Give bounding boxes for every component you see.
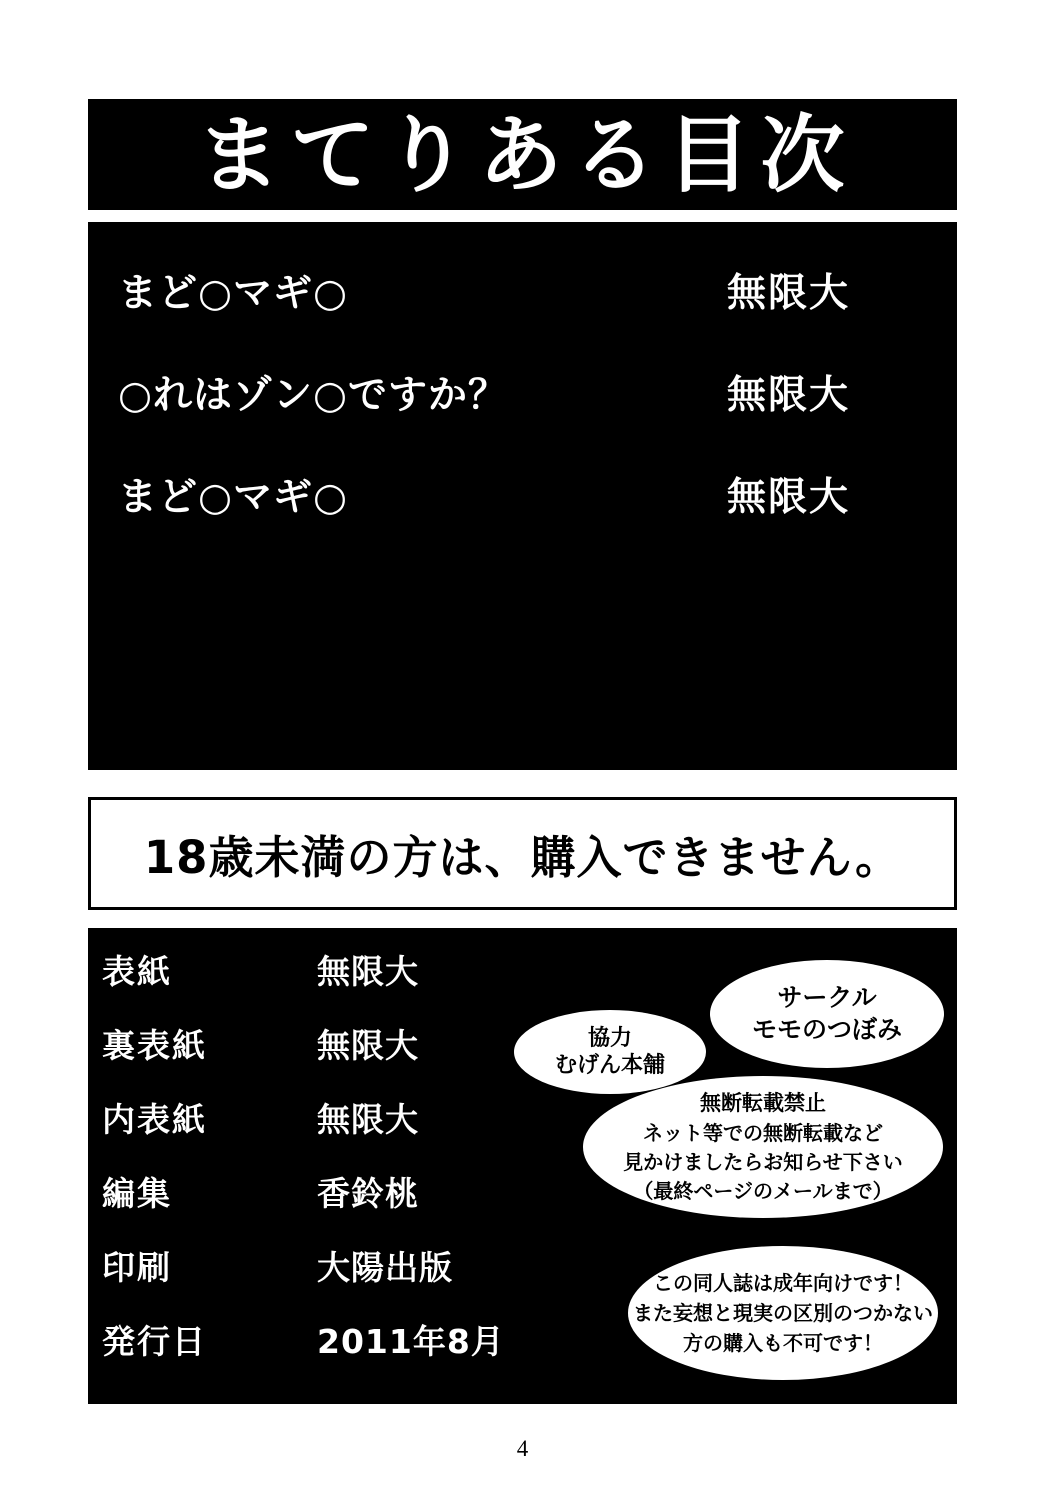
credit-label: 発行日	[102, 1322, 207, 1361]
page-number: 4	[516, 1436, 529, 1461]
credit-label: 印刷	[102, 1248, 172, 1287]
contents-list	[88, 262, 957, 568]
circle-name-bubble	[710, 960, 944, 1068]
credit-label: 内表紙	[102, 1100, 207, 1139]
credit-value: 無限大	[317, 952, 419, 991]
contents-entry-title: まど○マギ○	[118, 271, 349, 316]
reproduction-line-3: 見かけましたらお知らせ下さい	[623, 1149, 903, 1174]
adult-notice-line-1: この同人誌は成年向けです！	[653, 1271, 913, 1295]
credit-value: 大陽出版	[317, 1248, 453, 1287]
title-banner	[88, 99, 957, 210]
credit-value: 無限大	[317, 1026, 419, 1065]
reproduction-line-4: （最終ページのメールまで）	[633, 1178, 893, 1203]
colophon-panel	[88, 928, 957, 1404]
cooperation-label: 協力	[587, 1025, 632, 1051]
credit-row	[102, 1094, 542, 1141]
credit-row	[102, 946, 542, 993]
credit-row	[102, 1242, 542, 1289]
contents-entry-author: 無限大	[727, 373, 851, 418]
contents-entry-title: まど○マギ○	[118, 475, 349, 520]
table-of-contents-panel	[88, 222, 957, 770]
circle-label: サークル	[777, 982, 877, 1012]
age-restriction-notice	[88, 797, 957, 910]
contents-entry-author: 無限大	[727, 475, 851, 520]
credit-label: 裏表紙	[102, 1026, 207, 1065]
cooperation-bubble	[514, 1010, 706, 1094]
page-title: まてりある目次	[196, 105, 855, 204]
credit-row	[102, 1020, 542, 1067]
credit-label: 編集	[102, 1174, 172, 1213]
age-restriction-text: 18歳未満の方は、購入できません。	[143, 831, 902, 884]
circle-name: モモのつぼみ	[751, 1015, 902, 1044]
reproduction-notice-bubble	[583, 1076, 943, 1218]
cooperation-name: むげん本舗	[554, 1053, 665, 1078]
credit-value: 香鈴桃	[317, 1174, 419, 1213]
adult-notice-line-2: また妄想と現実の区別のつかない	[633, 1301, 933, 1325]
list-item	[88, 364, 957, 420]
contents-entry-title: ○れはゾン○ですか？	[118, 373, 509, 418]
adult-content-notice-bubble	[628, 1246, 938, 1380]
credit-value: 無限大	[317, 1100, 419, 1139]
contents-entry-author: 無限大	[727, 271, 851, 316]
credit-label: 表紙	[102, 952, 172, 991]
reproduction-line-2: ネット等での無断転載など	[643, 1120, 883, 1145]
list-item	[88, 262, 957, 318]
adult-notice-line-3: 方の購入も不可です！	[683, 1331, 883, 1355]
credits-list	[102, 946, 542, 1390]
credit-row	[102, 1168, 542, 1215]
reproduction-heading: 無断転載禁止	[700, 1091, 826, 1116]
credit-row	[102, 1316, 542, 1363]
credit-value: 2011年8月	[317, 1322, 505, 1361]
list-item	[88, 466, 957, 522]
